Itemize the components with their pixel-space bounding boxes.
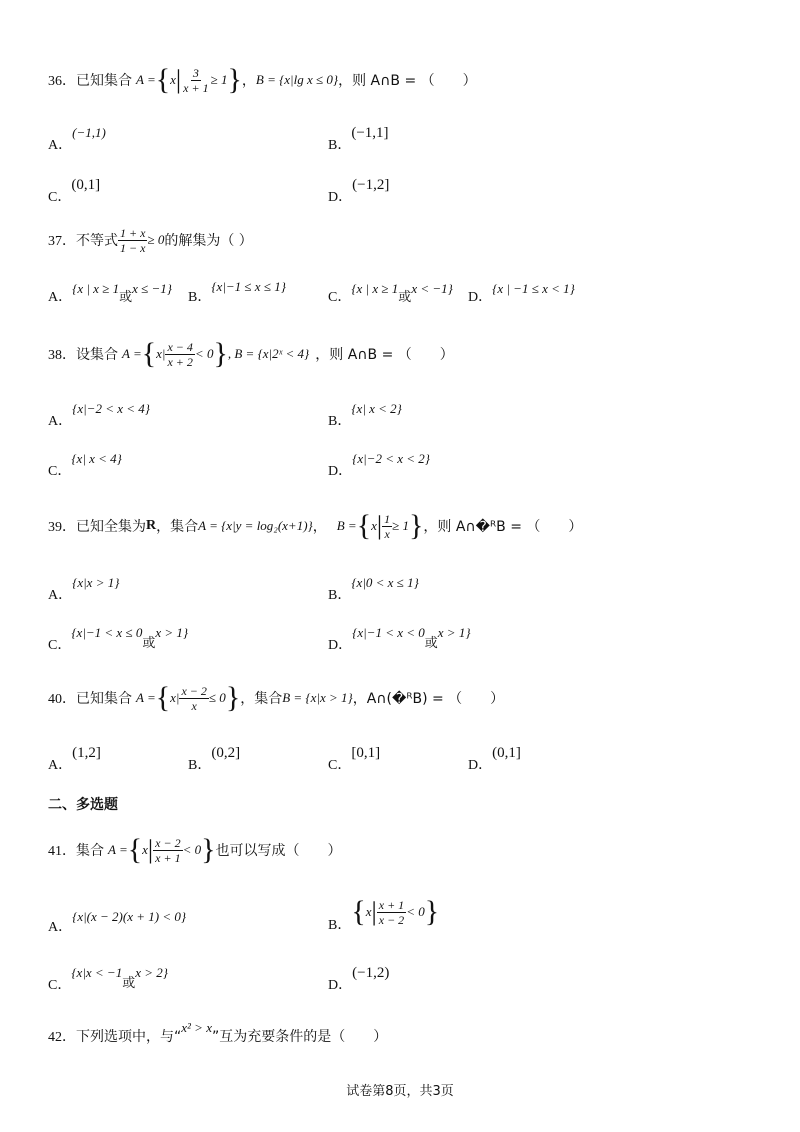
q41-option-b-fraction: $\frac{x + 1}{x - 2}$ (378, 897, 405, 927)
q39-stem: 39． 已知全集为 R ，集合 A = {x|y = log₂(x+1)} ， B = { x | $\frac{1}{x}$ ≥ 1 } ，则 A∩�ᴿB = （ ） (48, 509, 583, 542)
q42-number: 42． (48, 1030, 76, 1045)
q41-fraction: $\frac{x - 2}{x + 1}$ (155, 835, 181, 865)
q41-option-d[interactable]: D．(−1,2) (328, 965, 390, 993)
q39-option-d[interactable]: D．$\{x|-1 < x < 0_或x > 1\}$ (328, 625, 471, 653)
q37-number: 37． (48, 234, 76, 249)
q40-option-c[interactable]: C．[0,1] (328, 745, 381, 773)
q37-option-c[interactable]: C．{x | $x \ge 1_或x < -1$} (328, 281, 453, 305)
q38-option-d[interactable]: D．{x|−2 < x < 2} (328, 451, 430, 479)
q39-option-b[interactable]: B．{x|0 < x ≤ 1} (328, 575, 419, 603)
q38-fraction: $\frac{x - 4}{x + 2}$ (167, 339, 193, 369)
q39-option-a[interactable]: A．{x|x > 1} (48, 575, 120, 603)
q40-option-b[interactable]: B．(0,2] (188, 745, 241, 773)
q41-option-a[interactable]: A．{x|(x − 2)(x + 1) < 0} (48, 909, 187, 935)
q40-stem: 40． 已知集合 A = { x| $\frac{x - 2}{x}$ ≤ 0 } ，集合 B = {x|x > 1} ，A∩(�ᴿB) = （ ） (48, 681, 505, 714)
section-heading: 二、多选题 (48, 797, 118, 813)
q38-number: 38． (48, 348, 76, 363)
q40-option-a[interactable]: A．(1,2] (48, 745, 101, 773)
q41-option-b[interactable]: B． { x | $\frac{x + 1}{x - 2}$ < 0 } (328, 895, 440, 933)
q36-option-b[interactable]: B．(−1,1] (328, 125, 389, 153)
q39-number: 39． (48, 520, 76, 535)
q36-option-d[interactable]: D．(−1,2] (328, 177, 390, 205)
q40-fraction: $\frac{x - 2}{x}$ (181, 683, 207, 713)
q36-fraction: $\frac{3}{x + 1}$ (183, 65, 209, 95)
q36-stem: 36． 已知集合 A = { x | $\frac{3}{x + 1}$ ≥ 1 } ， B = {x|lg x ≤ 0} ，则 A∩B = （ ） (48, 63, 477, 96)
q38-option-c[interactable]: C．{x| x < 4} (48, 451, 122, 479)
q38-stem: 38． 设集合 A = { x| $\frac{x - 4}{x + 2}$ < 0 } , B = {x|2ˣ < 4} ，则 A∩B = （ ） (48, 337, 454, 370)
q42-stem: 42． 下列选项中，与“ x² > x ”互为充要条件的是（ ） (48, 1020, 388, 1045)
q37-stem: 37． 不等式 $\frac{1 + x}{1 - x}$ ≥ 0 的解集为（ ） (48, 225, 253, 255)
q38-option-b[interactable]: B．{x| x < 2} (328, 401, 402, 429)
q36-option-a[interactable]: A．(−1,1) (48, 125, 106, 153)
q36-option-c[interactable]: C．(0,1] (48, 177, 101, 205)
q38-option-a[interactable]: A．{x|−2 < x < 4} (48, 401, 150, 429)
q37-option-d[interactable]: D．{x | −1 ≤ x < 1} (468, 281, 575, 305)
q41-option-c[interactable]: C．$\{x|x < -1_或x > 2\}$ (48, 965, 168, 993)
q41-stem: 41． 集合 A = { x | $\frac{x - 2}{x + 1}$ < 0 } 也可以写成（ ） (48, 833, 342, 866)
q39-fraction: $\frac{1}{x}$ (384, 511, 391, 541)
q39-option-c[interactable]: C．$\{x|-1 < x \le 0_或x > 1\}$ (48, 625, 189, 653)
q37-option-b[interactable]: B．{x|−1 ≤ x ≤ 1} (188, 279, 286, 305)
q40-number: 40． (48, 692, 76, 707)
q36-number: 36． (48, 74, 76, 89)
q40-option-d[interactable]: D．(0,1] (468, 745, 521, 773)
q41-number: 41． (48, 844, 76, 859)
q37-option-a[interactable]: A．{x | $x \ge 1_或x \le -1$} (48, 281, 172, 305)
q37-fraction: $\frac{1 + x}{1 - x}$ (120, 225, 146, 255)
page-footer: 试卷第8页，共3页 (346, 1084, 454, 1099)
